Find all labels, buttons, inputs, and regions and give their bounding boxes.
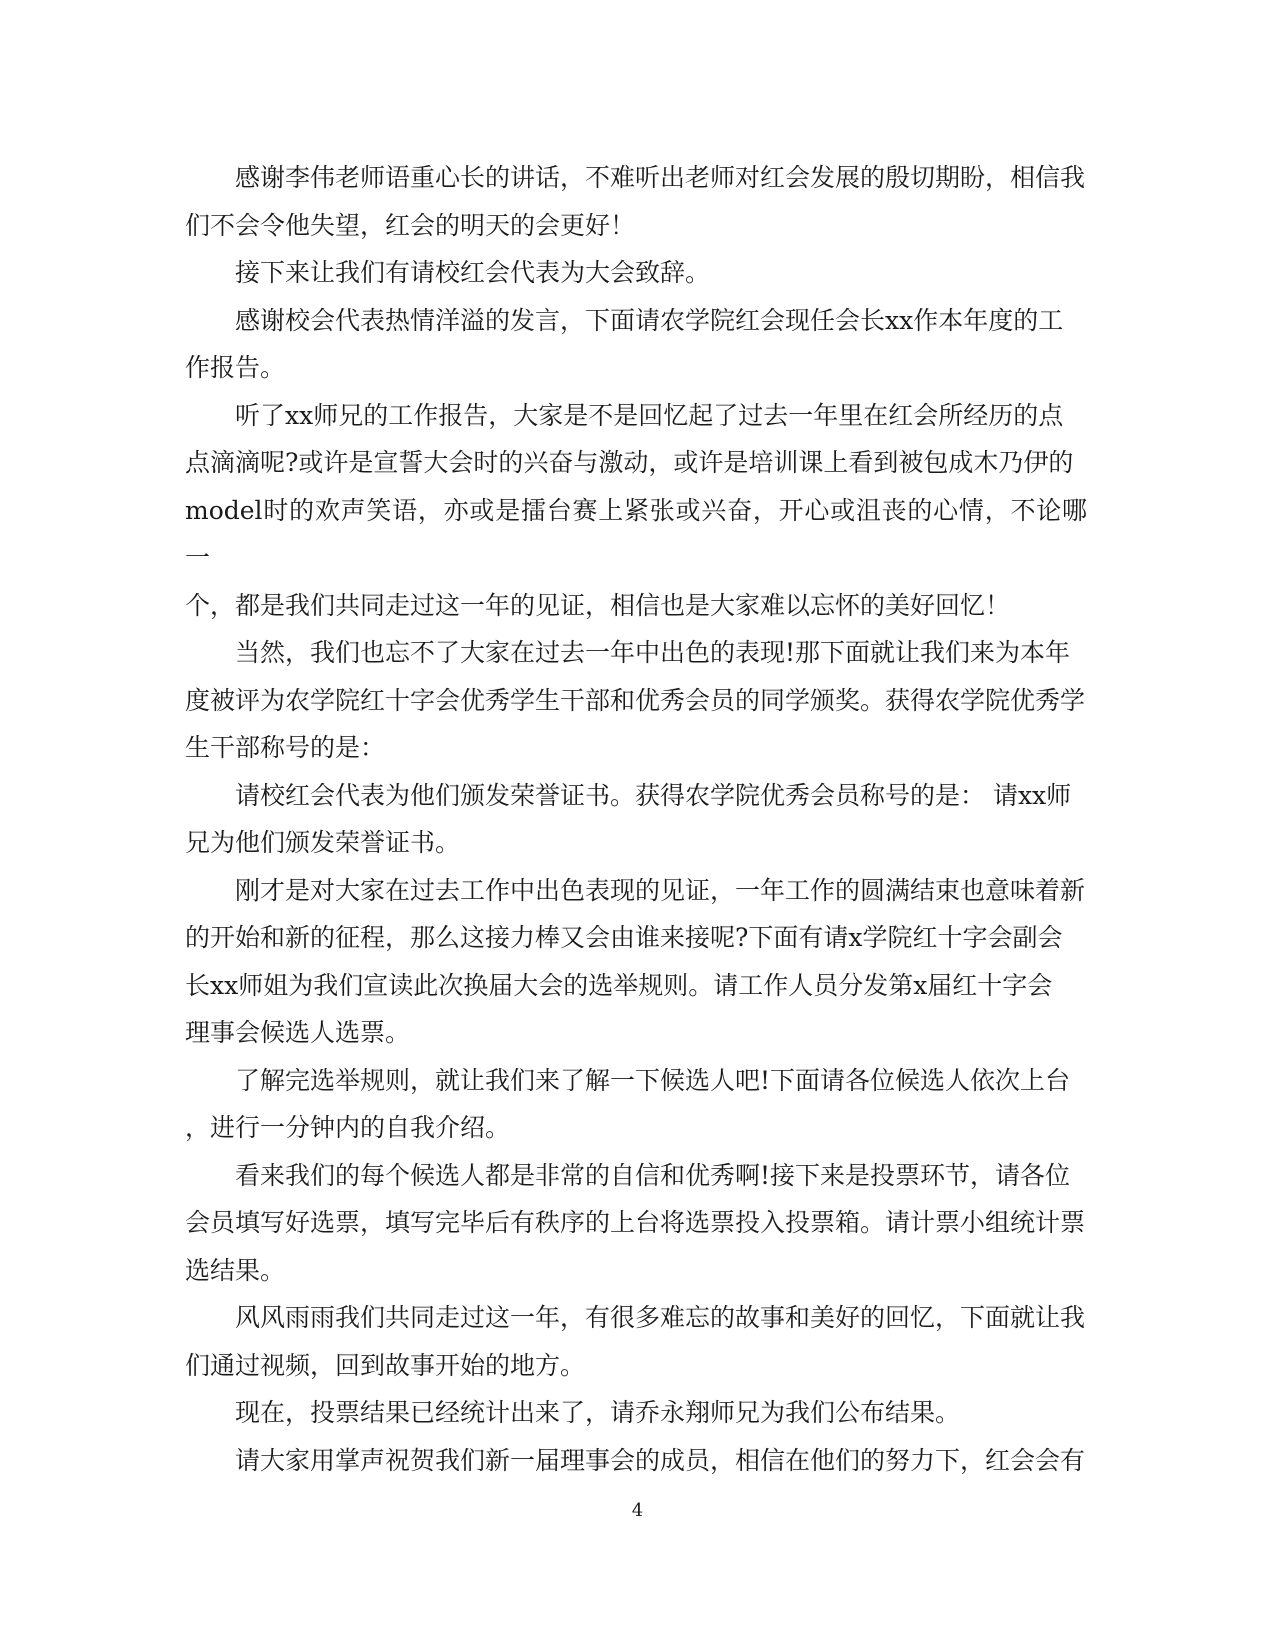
document-body — [185, 154, 1087, 1484]
paragraph: 请大家用掌声祝贺我们新一届理事会的成员，相信在他们的努力下，红会会有 — [235, 1445, 1086, 1475]
paragraph: 当然，我们也忘不了大家在过去一年中出色的表现!那下面就让我们来为本年 度被评为农学院红十字会优秀学生干部和优秀会员的同学颁奖。获得农学院优秀学 生干部称号的是： — [185, 638, 1086, 762]
paragraph: 现在，投票结果已经统计出来了，请乔永翔师兄为我们公布结果。 — [235, 1398, 961, 1427]
page-number: 4 — [631, 1500, 644, 1521]
paragraph: 了解完选举规则，就让我们来了解一下候选人吧!下面请各位候选人依次上台 ，进行一分钟内的自我介绍。 — [185, 1065, 1071, 1142]
paragraph: 感谢李伟老师语重心长的讲话，不难听出老师对红会发展的殷切期盼，相信我 们不会令他失望，红会的明天的会更好！ — [185, 163, 1086, 240]
paragraph: 看来我们的每个候选人都是非常的自信和优秀啊!接下来是投票环节，请各位 会员填写好选票，填写完毕后有秩序的上台将选票投入投票箱。请计票小组统计票 选结果。 — [185, 1160, 1086, 1285]
paragraph: 接下来让我们有请校红会代表为大会致辞。 — [235, 258, 711, 287]
paragraph: 感谢校会代表热情洋溢的发言，下面请农学院红会现任会长xx作本年度的工 作报告。 — [185, 305, 1064, 382]
paragraph: 风风雨雨我们共同走过这一年，有很多难忘的故事和美好的回忆，下面就让我 们通过视频，回到故事开始的地方。 — [185, 1303, 1086, 1380]
paragraph: 请校红会代表为他们颁发荣誉证书。获得农学院优秀会员称号的是： 请xx师 兄为他们颁发荣誉证书。 — [185, 780, 1072, 857]
paragraph: 刚才是对大家在过去工作中出色表现的见证，一年工作的圆满结束也意味着新 的开始和新的征程，那么这接力棒又会由谁来接呢?下面有请x学院红十字会副会 长xx师姐为我们宣读此次换届大会的选举规则。请工作人员分发第x届红十字会 理事会候选人选票。 — [185, 875, 1086, 1047]
paragraph: 听了xx师兄的工作报告，大家是不是回忆起了过去一年里在红会所经历的点 点滴滴呢?或许是宣誓大会时的兴奋与激动，或许是培训课上看到被包成木乃伊的 model时的欢声笑语，亦或是擂台赛上紧张或兴奋，开心或沮丧的心情，不论哪一 个，都是我们共同走过这一年的见证，相信也是大家难以忘怀的美好回忆！ — [185, 400, 1087, 620]
